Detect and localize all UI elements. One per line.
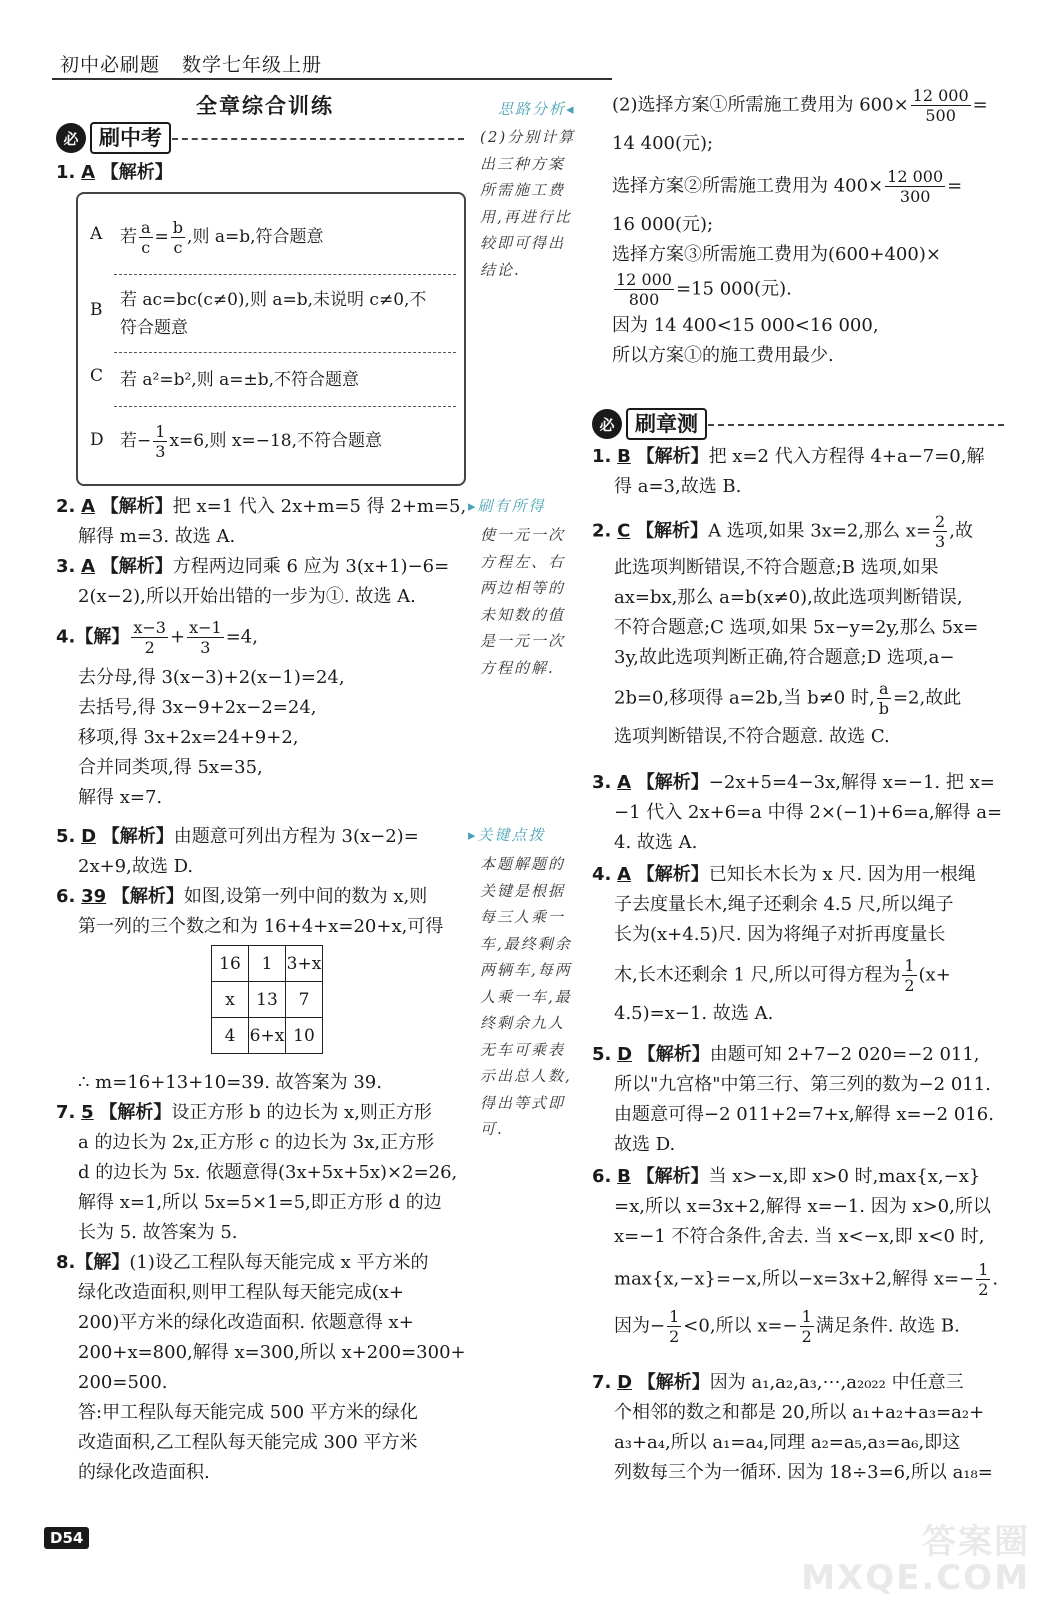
question-6: 6. 39 【解析】如图,设第一列中间的数为 x,则 第一列的三个数之和为 16+4+x=20+x,可得 — [56, 886, 444, 937]
grid-cell: 10 — [286, 1018, 323, 1054]
grid-cell: 6+x — [249, 1018, 286, 1054]
chapter-question-1: 1. B 【解析】把 x=2 代入方程得 4+a−7=0,解 得 a=3,故选 B. — [592, 446, 985, 497]
chapter-question-3: 3. A 【解析】−2x+5=4−3x,解得 x=−1. 把 x= −1 代入 2x+6=a 中得 2×(−1)+6=a,解得 a= 4. 故选 A. — [592, 772, 1003, 853]
answer-1: A — [81, 162, 96, 183]
side-note-2-title: ▸刷有所得 — [468, 497, 546, 515]
section-chapter-label: 刷章测 — [626, 408, 707, 440]
question-2: 2. A 【解析】把 x=1 代入 2x+m=5 得 2+m=5, 解得 m=3. 故选 A. — [56, 496, 467, 547]
watermark-logo: 答案圈 MXQE.COM — [801, 1522, 1030, 1598]
part-2-solution: (2)选择方案①所需施工费用为 600× $\frac{12 000}{500}$ = 14 400(元); 选择方案②所需施工费用为 400× $\frac{12 000}{300}$ = 16 000(元); 选择方案③所需施工费用为(600+400)× $\frac{12 000}{800}$ =15 000(元). 因为 14 400<15 000<16 000, 所以方案①的施工费用最少. — [612, 86, 988, 366]
chapter-question-2: 2. C 【解析】A 选项,如果 3x=2,那么 x= $\frac{2}{3}$ ,故 此选项判断错误,不符合题意;B 选项,如果 ax=bx,那么 a=b(x≠0),故此选项判断错误, 不符合题意;C 选项,如果 5x−y=2y,那么 5x= 3y,故此选项判断正确,符合题意;D 选项,a− 2b=0,移项得 a=2b,当 b≠0 时, $\frac{a}{b}$ =2,故此 选项判断错误,不符合题意. 故选 C. — [592, 512, 979, 747]
chapter-question-7: 7. D 【解析】因为 a₁,a₂,a₃,⋯,a₂₀₂₂ 中任意三 个相邻的数之和都是 20,所以 a₁+a₂+a₃=a₂+ a₃+a₄,所以 a₁=a₄,同理 a₂=a₅,a₃=a₆,即这 列数每三个为一循环. 因为 18÷3=6,所以 a₁₈= — [592, 1372, 993, 1483]
row-divider — [114, 406, 456, 407]
book-header — [60, 50, 322, 77]
analysis-row-b: B 若 ac=bc(c≠0),则 a=b,未说明 c≠0,不 符合题意 — [90, 290, 427, 338]
chapter-question-6: 6. B 【解析】当 x>−x,即 x>0 时,max{x,−x} =x,所以 x=3x+2,解得 x=−1. 因为 x>0,所以 x=−1 不符合条件,舍去. 当 x<−x,即 x<0 时, max{x,−x}=−x,所以−x=3x+2,解得 x=− $\frac{1}{2}$ . 因为− $\frac{1}{2}$ <0,所以 x=− $\frac{1}{2}$ 满足条件. 故选 B. — [592, 1166, 999, 1346]
question-3: 3. A 【解析】方程两边同乘 6 应为 3(x+1)−6= 2(x−2),所以开始出错的一步为①. 故选 A. — [56, 556, 450, 607]
question-6-conclusion: ∴ m=16+13+10=39. 故答案为 39. — [78, 1072, 382, 1093]
section-chapter-heading — [592, 408, 707, 440]
section-badge-icon: 必 — [592, 409, 622, 439]
section-chapter-rule — [708, 424, 1004, 426]
header-rule — [52, 78, 612, 80]
book-subject: 数学七年级上册 — [182, 54, 323, 76]
side-note-3-text: 本题解题的关键是根据每三人乘一车,最终剩余两辆车,每两人乘一车,最终剩余九人无车可乘表示出总人数,得出等式即可. — [480, 855, 572, 1138]
magic-square-grid — [211, 945, 323, 1054]
side-note-2-text: 使一元一次方程左、右两边相等的未知数的值是一元一次方程的解. — [480, 526, 566, 677]
chapter-question-4: 4. A 【解析】已知长木长为 x 尺. 因为用一根绳 子去度量长木,绳子还剩余 4.5 尺,所以绳子 长为(x+4.5)尺. 因为将绳子对折再度量长 木,长木还剩余 1 尺,所以可得方程为 $\frac{1}{2}$ (x+ 4.5)=x−1. 故选 A. — [592, 864, 976, 1024]
side-note-1-text: (2)分别计算出三种方案所需施工费用,再进行比较即可得出结论. — [480, 128, 576, 279]
analysis-table — [76, 192, 466, 486]
question-7: 7. 5 【解析】设正方形 b 的边长为 x,则正方形 a 的边长为 2x,正方形 c 的边长为 3x,正方形 d 的边长为 5x. 依题意得(3x+5x+5x)×2=26, 解得 x=1,所以 5x=5×1=5,即正方形 d 的边 长为 5. 故答案为 5. — [56, 1102, 458, 1243]
chapter-question-5: 5. D 【解析】由题可知 2+7−2 020=−2 011, 所以"九宫格"中第三行、第三列的数为−2 011. 由题意可得−2 011+2=7+x,解得 x=−2 016. 故选 D. — [592, 1044, 994, 1155]
row-divider — [114, 274, 456, 275]
analysis-row-d: D 若− $\frac{1}{3}$ x=6,则 x=−18,不符合题意 — [90, 422, 383, 461]
page-title: 全章综合训练 — [196, 94, 334, 118]
grid-cell: 4 — [212, 1018, 249, 1054]
row-divider — [114, 352, 456, 353]
question-1-head: 1. A 【解析】 — [56, 162, 173, 183]
section-exam-rule — [172, 138, 464, 140]
analysis-row-c: C 若 a²=b²,则 a=±b,不符合题意 — [90, 366, 360, 390]
question-4: 4.【解】 $\frac{x-3}{2}$ + $\frac{x-1}{3}$ =4, 去分母,得 3(x−3)+2(x−1)=24, 去括号,得 3x−9+2x−2=24, 移项,得 3x+2x=24+9+2, 合并同类项,得 5x=35, 解得 x=7. — [56, 618, 345, 808]
analysis-row-a: A 若 $\frac{a}{c}$ = $\frac{b}{c}$ ,则 a=b,符合题意 — [90, 218, 324, 257]
grid-cell: 13 — [249, 982, 286, 1018]
book-name: 初中必刷题 — [60, 54, 161, 76]
side-note-1-title: 思路分析◂ — [498, 100, 576, 118]
grid-cell: 7 — [286, 982, 323, 1018]
section-exam-label: 刷中考 — [90, 122, 171, 154]
grid-cell: 16 — [212, 946, 249, 982]
question-5: 5. D 【解析】由题意可列出方程为 3(x−2)= 2x+9,故选 D. — [56, 826, 419, 877]
question-8: 8.【解】(1)设乙工程队每天能完成 x 平方米的 绿化改造面积,则甲工程队每天能完成(x+ 200)平方米的绿化改造面积. 依题意得 x+ 200+x=800,解得 x=300,所以 x+200=300+ 200=500. 答:甲工程队每天能完成 500 平方米的绿化 改造面积,乙工程队每天能完成 300 平方米 的绿化改造面积. — [56, 1252, 466, 1483]
grid-cell: 3+x — [286, 946, 323, 982]
side-note-3-title: ▸关键点拨 — [468, 826, 546, 844]
page-number: D54 — [44, 1527, 89, 1549]
section-badge-icon: 必 — [56, 123, 86, 153]
section-exam-heading — [56, 122, 171, 154]
grid-cell: x — [212, 982, 249, 1018]
grid-cell: 1 — [249, 946, 286, 982]
